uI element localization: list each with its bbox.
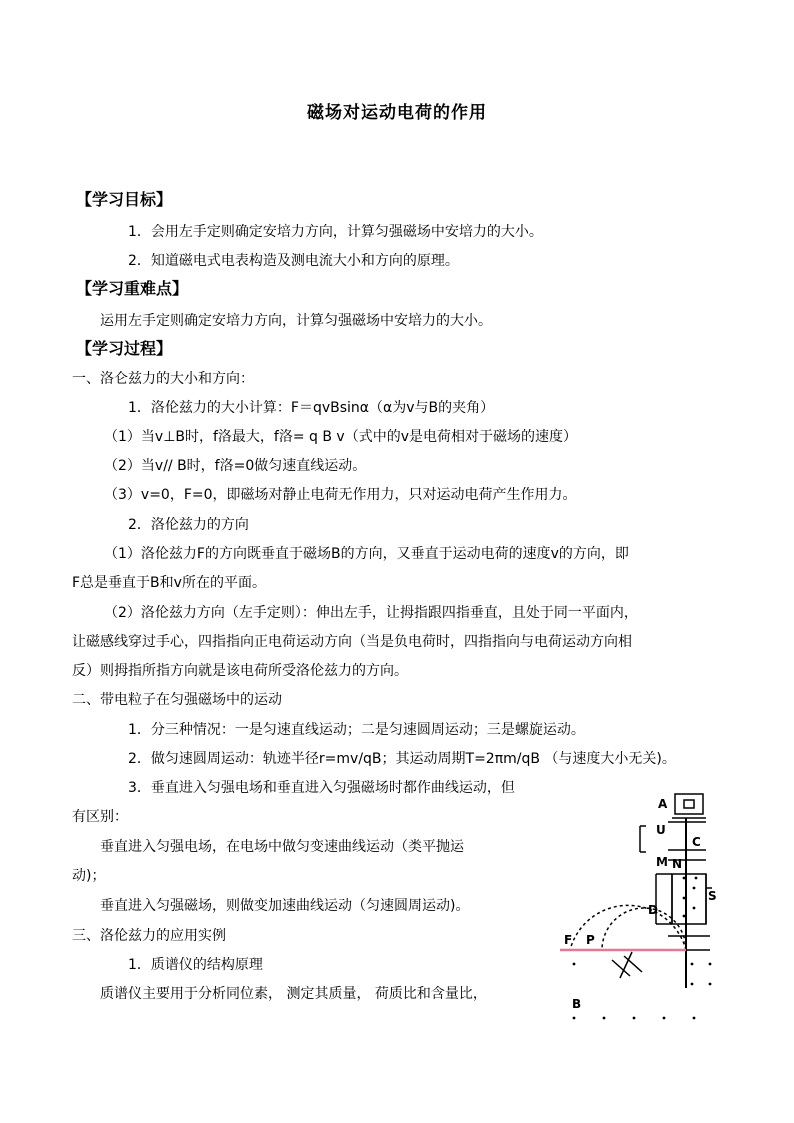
label-p: P (586, 933, 595, 947)
part1-dir1a: （1）洛伦兹力F的方向既垂直于磁场B的方向，又垂直于运动电荷的速度v的方向，即 (104, 546, 629, 562)
part1-sub3: （3）v=0，F=0，即磁场对静止电荷无作用力，只对运动电荷产生作用力。 (104, 487, 577, 503)
page-title: 磁场对运动电荷的作用 (307, 103, 487, 123)
part2-e1a: 垂直进入匀强电场，在电场中做匀变速曲线运动（类平抛运 (100, 839, 464, 855)
label-b: B (572, 997, 582, 1011)
section-keypoints-heading: 【学习重难点】 (76, 279, 189, 298)
section-process-heading: 【学习过程】 (76, 339, 173, 358)
part1-dir2a: （2）洛伦兹力方向（左手定则）：伸出左手，让拇指跟四指垂直，且处于同一平面内， (104, 605, 638, 621)
label-f: F (564, 933, 573, 947)
goal-2: 2．知道磁电式电表构造及测电流大小和方向的原理。 (128, 253, 459, 269)
part2-item3a: 3．垂直进入匀强电场和垂直进入匀强磁场时都作曲线运动，但 (128, 780, 515, 796)
part2-heading: 二、带电粒子在匀强磁场中的运动 (72, 692, 282, 708)
part1-sub1: （1）当v⊥B时，f洛最大，f洛= q B v（式中的v是电荷相对于磁场的速度） (104, 429, 577, 445)
label-m: M (656, 855, 668, 869)
label-u: U (656, 823, 666, 837)
part2-e1b: 动)； (72, 868, 106, 884)
part3-item1: 1．质谱仪的结构原理 (128, 957, 263, 973)
part1-item1: 1．洛伦兹力的大小计算：F＝qvBsinα（α为v与B的夹角） (128, 400, 495, 416)
part2-e2: 垂直进入匀强磁场，则做变加速曲线运动（匀速圆周运动)。 (100, 898, 470, 914)
part3-heading: 三、洛伦兹力的应用实例 (72, 928, 226, 944)
part2-item3b: 有区别： (72, 809, 128, 825)
label-a: A (658, 797, 668, 811)
label-d: D (648, 903, 658, 917)
label-c: C (692, 835, 701, 849)
part3-text: 质谱仪主要用于分析同位素， 测定其质量， 荷质比和含量比， (100, 986, 487, 1002)
keypoint-text: 运用左手定则确定安培力方向，计算匀强磁场中安培力的大小。 (100, 313, 492, 329)
part2-item2: 2．做匀速圆周运动：轨迹半径r=mv/qB；其运动周期T=2πm/qB （与速度大小无关)。 (128, 751, 676, 767)
goal-1: 1．会用左手定则确定安培力方向，计算匀强磁场中安培力的大小。 (128, 224, 543, 240)
part1-sub2: （2）当v// B时，f洛=0做匀速直线运动。 (104, 458, 367, 474)
part1-heading: 一、洛仑兹力的大小和方向： (72, 371, 254, 387)
part1-dir1b: F总是垂直于B和v所在的平面。 (72, 575, 266, 591)
part1-dir2c: 反）则拇指所指方向就是该电荷所受洛伦兹力的方向。 (72, 663, 408, 679)
mass-spectrometer-diagram (560, 788, 720, 1024)
part1-dir2b: 让磁感线穿过手心，四指指向正电荷运动方向（当是负电荷时，四指指向与电荷运动方向相 (72, 634, 632, 650)
section-goals-heading: 【学习目标】 (76, 190, 173, 209)
part1-item2: 2．洛伦兹力的方向 (128, 517, 249, 533)
label-n: N (672, 857, 683, 871)
label-s: S (708, 889, 717, 903)
part2-item1: 1．分三种情况：一是匀速直线运动；二是匀速圆周运动；三是螺旋运动。 (128, 722, 585, 738)
